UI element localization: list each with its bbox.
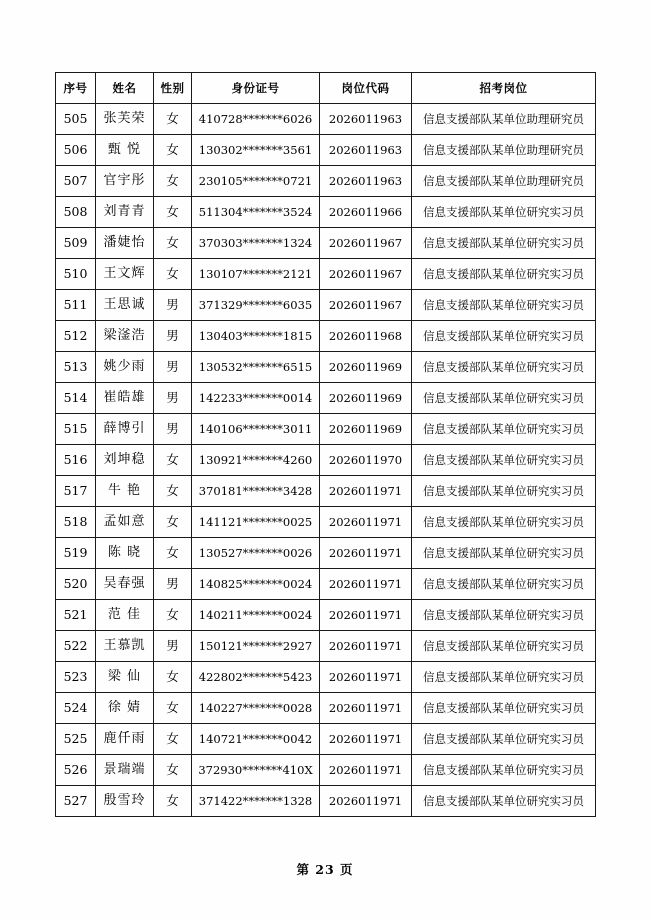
table-row	[56, 321, 596, 352]
cell-id: 130107*******2121	[192, 259, 320, 290]
cell-code: 2026011969	[320, 414, 412, 445]
cell-seq: 512	[56, 321, 96, 352]
cell-post: 信息支援部队某单位研究实习员	[412, 693, 596, 724]
cell-id: 130403*******1815	[192, 321, 320, 352]
cell-id: 371329*******6035	[192, 290, 320, 321]
column-header-id: 身份证号	[192, 73, 320, 104]
cell-seq: 514	[56, 383, 96, 414]
cell-sex: 女	[154, 476, 192, 507]
table-row	[56, 352, 596, 383]
cell-code: 2026011969	[320, 383, 412, 414]
cell-code: 2026011968	[320, 321, 412, 352]
cell-name: 甄 悦	[96, 135, 154, 166]
cell-id: 422802*******5423	[192, 662, 320, 693]
cell-seq: 523	[56, 662, 96, 693]
cell-post: 信息支援部队某单位研究实习员	[412, 755, 596, 786]
column-header-sex: 性别	[154, 73, 192, 104]
cell-name: 牛 艳	[96, 476, 154, 507]
cell-sex: 女	[154, 135, 192, 166]
cell-code: 2026011971	[320, 569, 412, 600]
cell-code: 2026011971	[320, 538, 412, 569]
cell-sex: 女	[154, 755, 192, 786]
table-row	[56, 600, 596, 631]
cell-sex: 男	[154, 414, 192, 445]
cell-name: 梁 仙	[96, 662, 154, 693]
cell-post: 信息支援部队某单位研究实习员	[412, 600, 596, 631]
cell-id: 140227*******0028	[192, 693, 320, 724]
table-row	[56, 631, 596, 662]
cell-id: 130302*******3561	[192, 135, 320, 166]
cell-post: 信息支援部队某单位研究实习员	[412, 352, 596, 383]
cell-sex: 女	[154, 445, 192, 476]
cell-sex: 男	[154, 290, 192, 321]
cell-seq: 507	[56, 166, 96, 197]
cell-seq: 505	[56, 104, 96, 135]
cell-seq: 506	[56, 135, 96, 166]
cell-post: 信息支援部队某单位研究实习员	[412, 476, 596, 507]
cell-sex: 女	[154, 662, 192, 693]
table-row	[56, 538, 596, 569]
cell-seq: 509	[56, 228, 96, 259]
cell-id: 371422*******1328	[192, 786, 320, 817]
cell-id: 141121*******0025	[192, 507, 320, 538]
cell-post: 信息支援部队某单位研究实习员	[412, 569, 596, 600]
cell-sex: 女	[154, 197, 192, 228]
cell-seq: 522	[56, 631, 96, 662]
cell-seq: 527	[56, 786, 96, 817]
cell-post: 信息支援部队某单位研究实习员	[412, 538, 596, 569]
roster-table	[55, 72, 596, 817]
cell-id: 130532*******6515	[192, 352, 320, 383]
cell-id: 140106*******3011	[192, 414, 320, 445]
cell-sex: 女	[154, 724, 192, 755]
cell-seq: 511	[56, 290, 96, 321]
cell-post: 信息支援部队某单位研究实习员	[412, 228, 596, 259]
cell-name: 王思诚	[96, 290, 154, 321]
cell-id: 142233*******0014	[192, 383, 320, 414]
cell-id: 370303*******1324	[192, 228, 320, 259]
cell-code: 2026011963	[320, 104, 412, 135]
cell-code: 2026011971	[320, 507, 412, 538]
cell-sex: 男	[154, 569, 192, 600]
cell-id: 140211*******0024	[192, 600, 320, 631]
cell-name: 崔皓雄	[96, 383, 154, 414]
cell-sex: 女	[154, 786, 192, 817]
table-row	[56, 135, 596, 166]
cell-name: 梁滏浩	[96, 321, 154, 352]
cell-code: 2026011971	[320, 662, 412, 693]
cell-name: 徐 婧	[96, 693, 154, 724]
column-header-code: 岗位代码	[320, 73, 412, 104]
cell-code: 2026011967	[320, 228, 412, 259]
table-row	[56, 476, 596, 507]
table-body	[56, 104, 596, 817]
cell-post: 信息支援部队某单位助理研究员	[412, 166, 596, 197]
cell-sex: 女	[154, 228, 192, 259]
roster-table-container	[55, 72, 595, 817]
cell-name: 薛博引	[96, 414, 154, 445]
cell-post: 信息支援部队某单位研究实习员	[412, 414, 596, 445]
cell-post: 信息支援部队某单位研究实习员	[412, 445, 596, 476]
cell-sex: 女	[154, 600, 192, 631]
cell-id: 410728*******6026	[192, 104, 320, 135]
table-row	[56, 786, 596, 817]
cell-seq: 516	[56, 445, 96, 476]
cell-seq: 524	[56, 693, 96, 724]
cell-seq: 525	[56, 724, 96, 755]
table-row	[56, 445, 596, 476]
cell-sex: 女	[154, 538, 192, 569]
table-row	[56, 259, 596, 290]
cell-seq: 513	[56, 352, 96, 383]
table-row	[56, 104, 596, 135]
cell-name: 吴春强	[96, 569, 154, 600]
table-row	[56, 414, 596, 445]
cell-code: 2026011967	[320, 259, 412, 290]
cell-post: 信息支援部队某单位研究实习员	[412, 383, 596, 414]
cell-name: 刘坤稳	[96, 445, 154, 476]
cell-name: 孟如意	[96, 507, 154, 538]
cell-code: 2026011971	[320, 693, 412, 724]
table-row	[56, 507, 596, 538]
table-header-row	[56, 73, 596, 104]
cell-seq: 521	[56, 600, 96, 631]
cell-id: 372930*******410X	[192, 755, 320, 786]
cell-name: 官宇彤	[96, 166, 154, 197]
cell-id: 140825*******0024	[192, 569, 320, 600]
cell-seq: 515	[56, 414, 96, 445]
cell-post: 信息支援部队某单位研究实习员	[412, 662, 596, 693]
cell-post: 信息支援部队某单位研究实习员	[412, 724, 596, 755]
cell-name: 陈 晓	[96, 538, 154, 569]
cell-code: 2026011963	[320, 135, 412, 166]
cell-id: 140721*******0042	[192, 724, 320, 755]
cell-name: 潘婕怡	[96, 228, 154, 259]
cell-sex: 女	[154, 259, 192, 290]
cell-name: 王文辉	[96, 259, 154, 290]
cell-sex: 男	[154, 383, 192, 414]
table-row	[56, 755, 596, 786]
cell-post: 信息支援部队某单位研究实习员	[412, 786, 596, 817]
cell-name: 姚少雨	[96, 352, 154, 383]
cell-name: 范 佳	[96, 600, 154, 631]
column-header-post: 招考岗位	[412, 73, 596, 104]
cell-seq: 520	[56, 569, 96, 600]
cell-code: 2026011969	[320, 352, 412, 383]
cell-id: 370181*******3428	[192, 476, 320, 507]
cell-sex: 女	[154, 507, 192, 538]
table-row	[56, 228, 596, 259]
cell-id: 150121*******2927	[192, 631, 320, 662]
cell-code: 2026011971	[320, 786, 412, 817]
table-row	[56, 197, 596, 228]
table-row	[56, 166, 596, 197]
column-header-seq: 序号	[56, 73, 96, 104]
cell-post: 信息支援部队某单位研究实习员	[412, 321, 596, 352]
table-row	[56, 569, 596, 600]
table-row	[56, 290, 596, 321]
cell-post: 信息支援部队某单位研究实习员	[412, 197, 596, 228]
cell-seq: 508	[56, 197, 96, 228]
cell-post: 信息支援部队某单位助理研究员	[412, 135, 596, 166]
cell-name: 鹿仟雨	[96, 724, 154, 755]
cell-post: 信息支援部队某单位研究实习员	[412, 507, 596, 538]
cell-post: 信息支援部队某单位助理研究员	[412, 104, 596, 135]
cell-id: 230105*******0721	[192, 166, 320, 197]
table-row	[56, 693, 596, 724]
cell-code: 2026011971	[320, 631, 412, 662]
cell-sex: 男	[154, 321, 192, 352]
cell-sex: 男	[154, 631, 192, 662]
cell-code: 2026011967	[320, 290, 412, 321]
cell-code: 2026011970	[320, 445, 412, 476]
cell-code: 2026011963	[320, 166, 412, 197]
cell-seq: 519	[56, 538, 96, 569]
cell-name: 景瑞端	[96, 755, 154, 786]
cell-code: 2026011966	[320, 197, 412, 228]
cell-post: 信息支援部队某单位研究实习员	[412, 631, 596, 662]
cell-post: 信息支援部队某单位研究实习员	[412, 259, 596, 290]
cell-sex: 男	[154, 352, 192, 383]
cell-id: 511304*******3524	[192, 197, 320, 228]
column-header-name: 姓名	[96, 73, 154, 104]
cell-code: 2026011971	[320, 724, 412, 755]
cell-sex: 女	[154, 166, 192, 197]
cell-post: 信息支援部队某单位研究实习员	[412, 290, 596, 321]
cell-name: 刘青青	[96, 197, 154, 228]
table-header	[56, 73, 596, 104]
cell-name: 张芙荣	[96, 104, 154, 135]
cell-seq: 510	[56, 259, 96, 290]
cell-id: 130921*******4260	[192, 445, 320, 476]
cell-seq: 517	[56, 476, 96, 507]
table-row	[56, 662, 596, 693]
cell-name: 王慕凯	[96, 631, 154, 662]
cell-sex: 女	[154, 693, 192, 724]
cell-seq: 526	[56, 755, 96, 786]
cell-seq: 518	[56, 507, 96, 538]
cell-code: 2026011971	[320, 600, 412, 631]
cell-code: 2026011971	[320, 476, 412, 507]
page-number: 第 23 页	[296, 862, 354, 877]
table-row	[56, 724, 596, 755]
table-row	[56, 383, 596, 414]
cell-name: 殷雪玲	[96, 786, 154, 817]
cell-code: 2026011971	[320, 755, 412, 786]
cell-sex: 女	[154, 104, 192, 135]
cell-id: 130527*******0026	[192, 538, 320, 569]
